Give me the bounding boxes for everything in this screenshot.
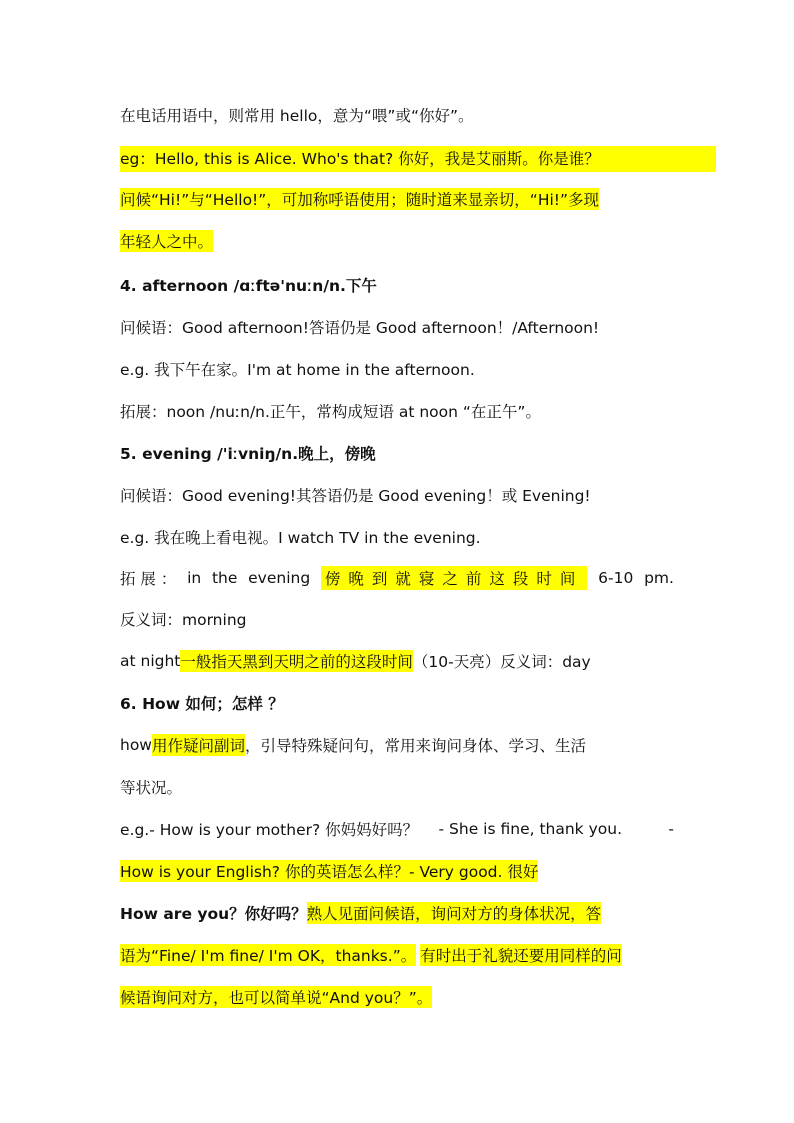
how-english-example: How is your English? 你的英语怎么样？- Very good. 很好 xyxy=(120,860,538,882)
text-line-highlighted xyxy=(120,944,622,966)
how-are-you-politeness: 有时出于礼貌还要用同样的问 xyxy=(420,944,622,966)
evening-definition-highlight: 傍晚到就寝之前这段时间 xyxy=(321,566,588,590)
text-line-highlighted xyxy=(120,230,213,252)
how-label: how xyxy=(120,736,152,754)
text-line xyxy=(120,526,481,548)
how-example-answer: - She is fine, thank you. xyxy=(438,820,622,838)
text-line xyxy=(120,818,674,840)
greeting-hi-hello-note: 问候“Hi!”与“Hello!”，可加称呼语使用；随时道来显亲切，“Hi!”多现 xyxy=(120,188,599,210)
heading-how-text: 6. How 如何；怎样 ？ xyxy=(120,695,284,713)
noon-extension: 拓展：noon /nuːn/n.正午，常构成短语 at noon “在正午”。 xyxy=(120,403,541,421)
example-hello-alice: eg：Hello, this is Alice. Who's that? 你好，我是艾丽斯。你是谁？ xyxy=(120,146,716,172)
text-line xyxy=(120,400,541,422)
text-line xyxy=(120,776,182,798)
heading-evening xyxy=(120,442,376,464)
sentence-telephone-usage: 在电话用语中，则常用 hello，意为“喂”或“你好”。 xyxy=(120,107,474,125)
how-usage-cont: 等状况。 xyxy=(120,779,183,797)
heading-afternoon xyxy=(120,274,377,296)
evening-greeting: 问候语：Good evening!其答语仍是 Good evening！或 Evening! xyxy=(120,487,591,505)
text-line xyxy=(120,650,591,672)
and-you-note: 候语询问对方，也可以简单说“And you？”。 xyxy=(120,986,432,1008)
how-example-question: e.g.- How is your mother? 你妈妈好吗？ xyxy=(120,821,419,839)
text-line xyxy=(120,902,601,924)
how-are-you-reply: 语为“Fine/ I'm fine/ I'm OK，thanks.”。 xyxy=(120,944,416,966)
heading-afternoon-text: 4. afternoon /ɑːftə'nuːn/n.下午 xyxy=(120,277,377,295)
text-line-highlighted xyxy=(120,860,538,882)
text-line-highlighted xyxy=(120,986,432,1008)
time-unit: pm. xyxy=(644,569,674,587)
text-line xyxy=(120,316,599,338)
afternoon-example: e.g. 我下午在家。I'm at home in the afternoon. xyxy=(120,361,475,379)
text-line xyxy=(120,484,591,506)
at-night-rest: （10-天亮）反义词：day xyxy=(412,653,591,671)
greeting-hi-hello-note-cont: 年轻人之中。 xyxy=(120,230,213,252)
word-the: the xyxy=(211,569,238,587)
antonym-morning: 反义词：morning xyxy=(120,611,247,629)
time-range: 6-10 xyxy=(598,569,634,587)
how-are-you-definition-highlight: 熟人见面问候语，询问对方的身体状况，答 xyxy=(307,902,602,924)
afternoon-greeting: 问候语：Good afternoon!答语仍是 Good afternoon！/Afternoon! xyxy=(120,319,600,337)
text-line xyxy=(120,734,586,756)
text-line xyxy=(120,608,246,630)
text-line-highlighted xyxy=(120,188,599,210)
word-evening: evening xyxy=(248,569,311,587)
text-line xyxy=(120,104,474,126)
at-night-label: at night xyxy=(120,652,181,670)
extension-label: 拓 展 ： xyxy=(120,570,177,588)
how-usage-rest: ，引导特殊疑问句，常用来询问身体、学习、生活 xyxy=(245,737,587,755)
evening-example: e.g. 我在晚上看电视。I watch TV in the evening. xyxy=(120,529,481,547)
heading-evening-text: 5. evening /'iːvniŋ/n.晚上，傍晚 xyxy=(120,445,376,463)
how-example-dash: - xyxy=(668,820,674,838)
word-in: in xyxy=(187,569,202,587)
at-night-definition-highlight: 一般指天黑到天明之前的这段时间 xyxy=(180,650,413,672)
evening-extension-line xyxy=(120,566,674,590)
how-are-you-label: How are you？你好吗？ xyxy=(120,905,307,923)
text-line xyxy=(120,358,475,380)
heading-how xyxy=(120,692,284,714)
text-line-highlighted xyxy=(120,146,716,172)
how-adverb-highlight: 用作疑问副词 xyxy=(152,734,245,756)
